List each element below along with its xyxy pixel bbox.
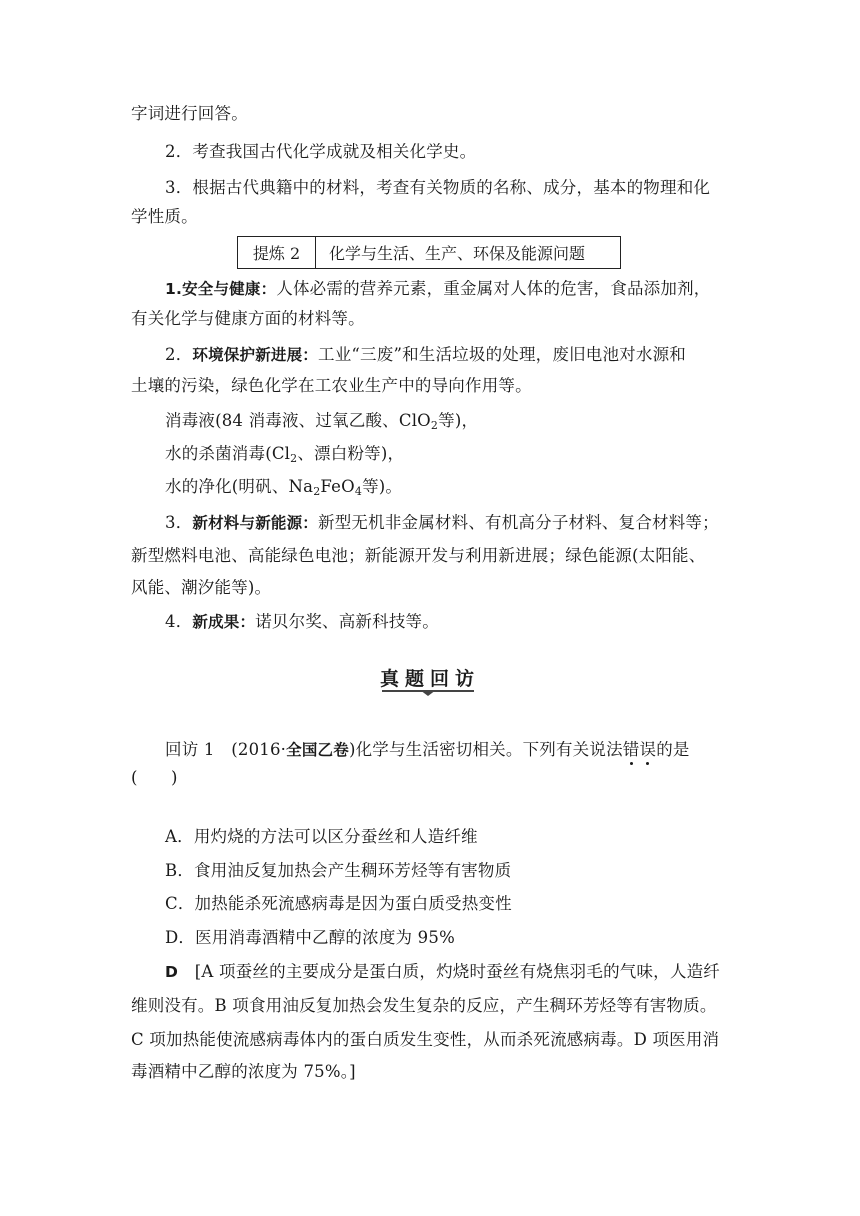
text-line: 学性质。	[131, 207, 198, 226]
item-1-text: 人体必需的营养元素，重金属对人体的危害，食品添加剂，	[276, 279, 711, 298]
topic-box	[237, 236, 621, 269]
item-2-heading: 环境保护新进展：	[192, 346, 319, 364]
item-3: 3．新材料与新能源：新型无机非金属材料、有机高分子材料、复合材料等；	[165, 513, 719, 532]
section-heading: 真题回访	[379, 668, 480, 690]
topic-title: 化学与生活、生产、环保及能源问题	[329, 244, 586, 263]
option-b: B．食用油反复加热会产生稠环芳烃等有害物质	[165, 861, 512, 880]
option-d: D．医用消毒酒精中乙醇的浓度为 95%	[165, 928, 455, 947]
detail-line: 水的净化(明矾、$Na_2FeO_4$等)。	[165, 477, 403, 498]
item-1	[165, 278, 710, 300]
option-a: A．用灼烧的方法可以区分蚕丝和人造纤维	[165, 827, 478, 846]
answer-line: 毒酒精中乙醇的浓度为 75%。]	[131, 1062, 356, 1081]
item-3-heading: 新材料与新能源：	[192, 514, 319, 532]
question-paren: ( )	[131, 768, 178, 787]
item-4: 4．新成果：诺贝尔奖、高新科技等。	[165, 612, 439, 631]
answer-line: C 项加热能使流感病毒体内的蛋白质发生变性，从而杀死流感病毒。D 项医用消	[131, 1030, 720, 1049]
text-line: 有关化学与健康方面的材料等。	[131, 309, 365, 328]
answer-line: 维则没有。B 项食用油反复加热会发生复杂的反应，产生稠环芳烃等有害物质。	[131, 996, 717, 1015]
item-4-heading: 新成果：	[192, 613, 256, 631]
text-line: 字词进行回答。	[131, 104, 248, 123]
text-line: 新型燃料电池、高能绿色电池；新能源开发与利用新进展；绿色能源(太阳能、	[131, 546, 706, 565]
item-2: 2．环境保护新进展：工业“三废”和生活垃圾的处理，废旧电池对水源和	[165, 345, 686, 364]
emphasis-char: 误	[639, 740, 657, 759]
text-line: 土壤的污染，绿色化学在工农业生产中的导向作用等。	[131, 376, 532, 395]
option-c: C．加热能杀死流感病毒是因为蛋白质受热变性	[165, 894, 512, 913]
question-source: 全国乙卷	[286, 741, 349, 759]
text-line: 风能、潮汐能等)。	[131, 578, 272, 597]
answer-line: D [A 项蚕丝的主要成分是蛋白质，灼烧时蚕丝有烧焦羽毛的气味，人造纤	[165, 962, 720, 981]
answer-letter: D	[165, 963, 179, 981]
item-1-heading: 1.安全与健康：	[165, 280, 277, 298]
text-line: 2．考查我国古代化学成就及相关化学史。	[165, 142, 477, 161]
heading-triangle-icon	[420, 690, 436, 696]
question-stem: 回访 1 (2016·全国乙卷)化学与生活密切相关。下列有关说法错误的是	[165, 740, 690, 759]
topic-label: 提炼 2	[238, 237, 316, 268]
detail-line: 水的杀菌消毒($Cl_2$、漂白粉等)，	[165, 444, 405, 465]
detail-line: 消毒液(84 消毒液、过氧乙酸、ClO$_2$等)，	[165, 411, 479, 432]
text-line: 3．根据古代典籍中的材料，考查有关物质的名称、成分，基本的物理和化	[165, 178, 711, 197]
emphasis-char: 错	[622, 740, 640, 759]
